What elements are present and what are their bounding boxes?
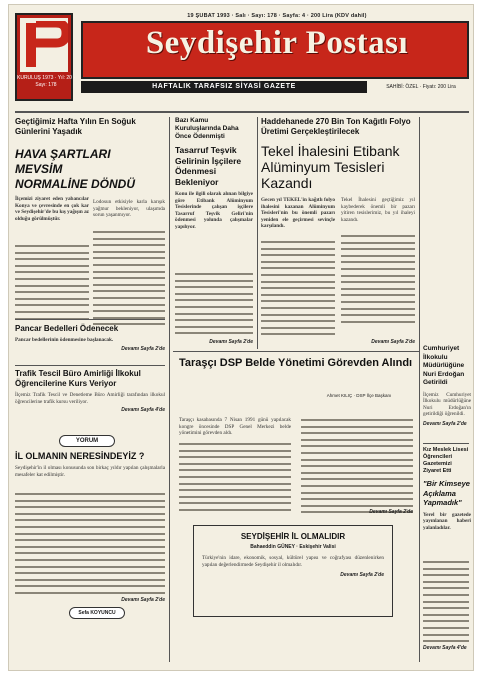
tekel-continued: Devamı Sayfa 2'de bbox=[371, 339, 415, 345]
lead-body-b: Lodosun etkisiyle karla karışık yağmur bekleniyor, ulaşımda sorun yaşanmıyor. bbox=[93, 199, 165, 219]
column-rule bbox=[419, 117, 420, 662]
top-rule bbox=[15, 111, 469, 113]
kiz-meslek-kicker: Kız Meslek Lisesi Öğrencileri Gazetemizi Ziyaret Etti bbox=[423, 447, 469, 474]
tekel-article bbox=[261, 117, 415, 191]
dsp-byline: Ahmet KILIÇ · DSP İlçe Başkanı bbox=[326, 393, 392, 398]
yorum-title: İL OLMANIN NERESİNDEYİZ ? bbox=[15, 451, 145, 461]
kiz-meslek-body: Yerel bir gazetede yayınlanan haberi yalanladılar. bbox=[423, 511, 471, 531]
dsp-article bbox=[179, 357, 415, 370]
newspaper-title: Seydişehir Postası bbox=[145, 25, 409, 61]
dsp-body-lines bbox=[179, 443, 291, 516]
tasarruf-body: Konu ile ilgili olarak alınan bilgiye göre Etibank Alüminyum Tesislerinde çalışan işçilere Tasarruf Teşvik Geliri'nin ödenmesi yolunda çalışmalar yapılıyor. bbox=[175, 191, 253, 230]
cumhuriyet-title: Cumhuriyet İlkokulu Müdürlüğüne Nuri Erdoğan Getirildi bbox=[423, 345, 465, 386]
title-bar bbox=[81, 21, 469, 79]
cumhuriyet-article bbox=[423, 345, 471, 427]
yorum-article bbox=[15, 451, 165, 478]
trafik-body: İlçemiz Trafik Tescil ve Denetleme Büro Amirliği tarafından ilkokul öğrencilerine trafik kursu veriliyor. bbox=[15, 392, 165, 405]
tasarruf-article bbox=[175, 117, 253, 231]
divider bbox=[15, 319, 165, 320]
column-rule bbox=[257, 117, 258, 349]
lead-body-a: İlçemizi ziyaret eden yabancılar Konya ve çevresinde en çok kar ve Seydişehir'de bu kış yağışın az olduğu görülmüştür. bbox=[15, 196, 89, 222]
kiz-meslek-continued: Devamı Sayfa 4'de bbox=[423, 645, 467, 651]
trafik-article bbox=[15, 369, 165, 413]
il-box-body: Türkiye'nin idare, ekonomik, sosyal, kültürel yapısı ve coğrafyası düzenlenirken yapılan değerlendirmede Seydişehir il olmalıdır. bbox=[202, 555, 384, 568]
newspaper-page bbox=[8, 4, 474, 671]
dsp-body-lines-2 bbox=[301, 419, 413, 518]
tagline: HAFTALIK TARAFSIZ SİYASİ GAZETE bbox=[81, 81, 367, 93]
dateline: 19 ŞUBAT 1993 · Salı · Sayı: 178 · Sayfa: 4 · 200 Lira (KDV dahil) bbox=[187, 13, 367, 19]
yorum-badge: YORUM bbox=[59, 435, 115, 447]
pancar-body: Pancar bedellerinin ödenmesine başlanacak. bbox=[15, 337, 114, 343]
pancar-continued: Devamı Sayfa 2'de bbox=[121, 345, 165, 352]
column-rule bbox=[169, 117, 170, 662]
tasarruf-kicker: Bazı Kamu Kuruluşlarında Daha Önce Ödenmişti bbox=[175, 117, 239, 140]
divider bbox=[173, 351, 419, 352]
lead-title: Geçtiğimiz Hafta Yılın En Soğuk Günlerini Yaşadık bbox=[15, 117, 136, 136]
newspaper-logo bbox=[15, 13, 73, 101]
kiz-meslek-article bbox=[423, 447, 471, 531]
lead-body-lines bbox=[15, 245, 89, 324]
trafik-title: Trafik Tescil Büro Amirliği İlkokul Öğrencilerine Kurs Veriyor bbox=[15, 369, 141, 388]
divider bbox=[15, 365, 165, 366]
il-box bbox=[193, 525, 393, 617]
yorum-author: Sefa KOYUNCU bbox=[69, 607, 125, 619]
yorum-continued: Devamı Sayfa 2'de bbox=[121, 597, 165, 603]
il-box-continued: Devamı Sayfa 2'de bbox=[340, 572, 384, 579]
cumhuriyet-body: İlçemiz Cumhuriyet İlkokulu müdürlüğüne Nuri Erdoğan'ın getirildiği öğrenildi. bbox=[423, 391, 471, 418]
yorum-body-lines bbox=[15, 493, 165, 599]
logo-s-mark-icon bbox=[24, 21, 68, 69]
tekel-body-b-lines bbox=[341, 235, 415, 327]
trafik-continued: Devamı Sayfa 4'de bbox=[121, 407, 165, 414]
tekel-body-a-lines bbox=[261, 241, 335, 340]
tekel-kicker: Haddehanede 270 Bin Ton Kağıtlı Folyo Üretimi Gerçekleştirilecek bbox=[261, 117, 411, 136]
tekel-body-a: Gecen yıl TEKEL'in kağıtlı folyo ihalesini kazanan Alüminyum Tesisleri'nin bu önemli pazarı yeniden ele geçirmesi sevinçle karşılandı. bbox=[261, 197, 335, 230]
yorum-body: Seydişehir'in il olması konusunda son birkaç yıldır yapılan çalışmalarla mesafeler kat edilmiştir. bbox=[15, 465, 165, 478]
tasarruf-title: Tasarruf Teşvik Gelirinin İşçilere Ödenmesi Bekleniyor bbox=[175, 145, 242, 187]
pancar-title: Pancar Bedelleri Ödenecek bbox=[15, 324, 119, 333]
il-box-author: Bahaeddin GÜNEY · Eskişehir Valisi bbox=[250, 544, 336, 550]
dsp-title: Taraşçı DSP Belde Yönetimi Görevden Alındı bbox=[179, 357, 413, 369]
tekel-title: Tekel İhalesini Etibank Alüminyum Tesisleri Kazandı bbox=[261, 143, 400, 191]
il-box-title: SEYDİŞEHİR İL OLMALIDIR bbox=[240, 532, 346, 541]
kiz-meslek-body-lines bbox=[423, 561, 469, 647]
kiz-meslek-title: "Bir Kimseye Açıklama Yapmadık" bbox=[423, 479, 470, 507]
price-info: SAHİBİ: ÖZEL · Fiyatı: 200 Lira bbox=[386, 84, 456, 90]
dsp-continued: Devamı Sayfa 2'de bbox=[369, 509, 413, 515]
masthead bbox=[15, 9, 469, 107]
cumhuriyet-continued: Devamı Sayfa 2'de bbox=[423, 420, 467, 427]
dsp-body: Taraşçı kasabasında 7 Nisan 1991 günü yapılacak kongre öncesinde DSP Genel Merkezi belde yönetimini görevden aldı. bbox=[179, 417, 291, 437]
tasarruf-continued: Devamı Sayfa 2'de bbox=[209, 339, 253, 345]
lead-headline: HAVA ŞARTLARI MEVSİM NORMALİNE DÖNDÜ bbox=[15, 147, 135, 191]
tasarruf-body-lines bbox=[175, 273, 253, 339]
divider bbox=[423, 443, 469, 444]
pancar-article bbox=[15, 324, 165, 352]
lead-body-b-lines bbox=[93, 231, 165, 330]
issue-info: KURULUŞ 1973 · Yıl: 20 · Sayı: 178 bbox=[17, 75, 75, 88]
tekel-body-b: Tekel İhalesini geçtiğimiz yıl kaybederek önemli bir pazarı yitiren tesislerimiz, bu yıl ihaleyi kazandı. bbox=[341, 197, 415, 223]
